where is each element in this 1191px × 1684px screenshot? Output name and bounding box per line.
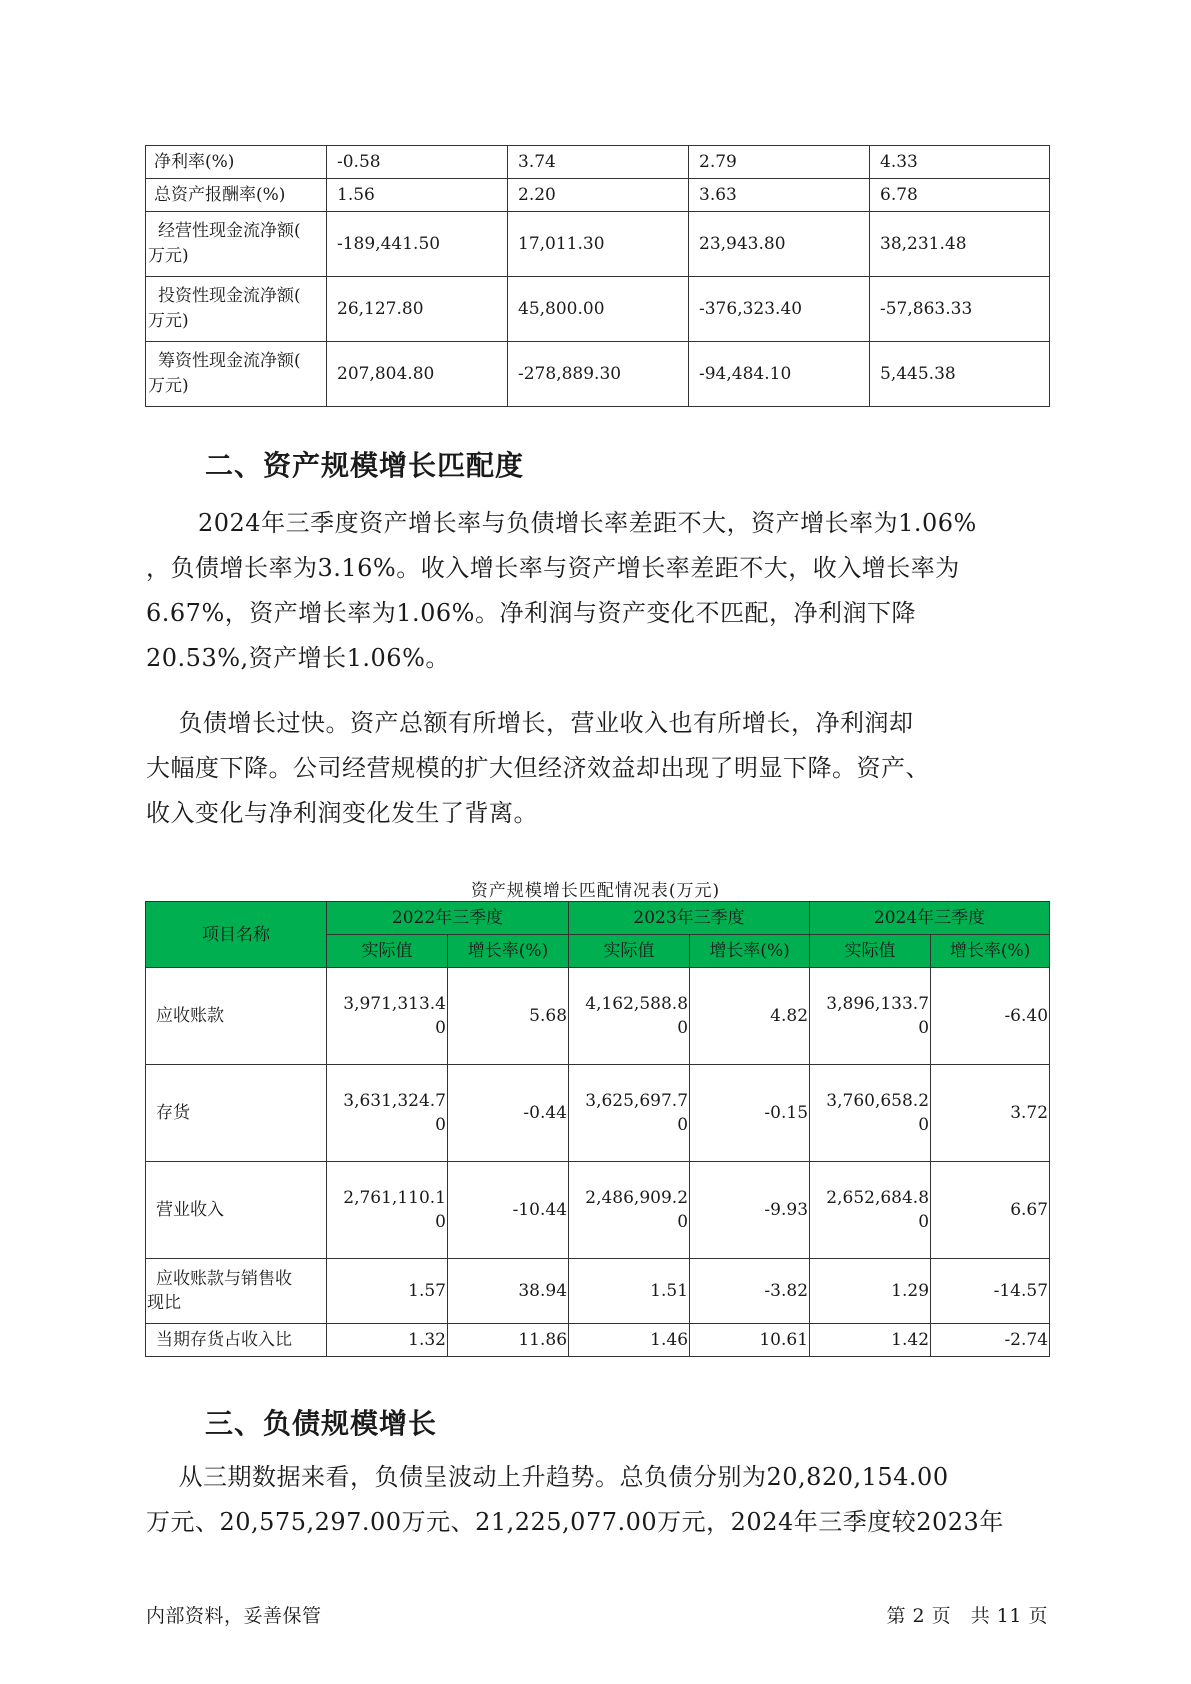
table-cell: 6.67 [931, 1162, 1050, 1259]
table-cell: 1.46 [569, 1324, 690, 1357]
table-header-row [146, 902, 1050, 935]
row-label: 当期存货占收入比 [146, 1324, 327, 1357]
table-cell: 1.51 [569, 1259, 690, 1324]
cell-line: 0 [435, 1212, 446, 1232]
column-header-actual: 实际值 [569, 935, 690, 968]
column-header-actual: 实际值 [327, 935, 448, 968]
cell-line: 0 [918, 1115, 930, 1135]
table-cell: -278,889.30 [508, 342, 689, 407]
cell-line: 2,761,110.1 [343, 1188, 446, 1208]
table-cell [810, 1065, 931, 1162]
table-cell: -376,323.40 [689, 277, 870, 342]
table-cell: -10.44 [448, 1162, 569, 1259]
table-cell: -189,441.50 [327, 212, 508, 277]
page-number: 第 2 页 共 11 页 [886, 1605, 1048, 1627]
table-cell: 207,804.80 [327, 342, 508, 407]
row-label: 应收账款 [146, 968, 327, 1065]
paragraph-line: 负债增长过快。资产总额有所增长，营业收入也有所增长，净利润却 [146, 709, 914, 737]
table-row [146, 212, 1050, 277]
cell-line: 0 [918, 1212, 930, 1232]
row-label-line: 万元) [148, 311, 189, 331]
cell-line: 3,760,658.2 [826, 1091, 930, 1111]
table-cell [327, 1162, 448, 1259]
table-cell: 11.86 [448, 1324, 569, 1357]
row-label [146, 1259, 327, 1324]
table-cell: 38,231.48 [870, 212, 1050, 277]
table-cell: 1.29 [810, 1259, 931, 1324]
footer-left: 内部资料，妥善保管 [146, 1605, 322, 1627]
table-cell: 3.72 [931, 1065, 1050, 1162]
paragraph [146, 701, 1056, 836]
cell-line: 0 [677, 1212, 689, 1232]
table-cell: -0.15 [690, 1065, 810, 1162]
table-cell: 3.63 [689, 179, 870, 212]
paragraph-line: 万元、20,575,297.00万元、21,225,077.00万元，2024年三季度较2023年 [146, 1508, 1004, 1536]
row-label-line: 现比 [147, 1293, 181, 1313]
table-cell: -94,484.10 [689, 342, 870, 407]
table-cell: -9.93 [690, 1162, 810, 1259]
row-label-line: 筹资性现金流净额( [158, 351, 301, 371]
table-caption: 资产规模增长匹配情况表(万元) [470, 881, 721, 901]
table-cell [810, 1162, 931, 1259]
cell-line: 0 [677, 1115, 689, 1135]
row-label [146, 342, 327, 407]
table-row [146, 146, 1050, 179]
asset-growth-table [145, 901, 1050, 1357]
cell-line: 2,486,909.2 [585, 1188, 689, 1208]
cell-line: 2,652,684.8 [826, 1188, 930, 1208]
paragraph [146, 1455, 1056, 1545]
cell-line: 0 [435, 1115, 446, 1135]
cell-line: 3,896,133.7 [826, 994, 930, 1014]
row-label: 存货 [146, 1065, 327, 1162]
paragraph-line: ，负债增长率为3.16%。收入增长率与资产增长率差距不大，收入增长率为 [146, 554, 960, 582]
cell-line: 4,162,588.8 [585, 994, 689, 1014]
table-cell: -14.57 [931, 1259, 1050, 1324]
table-cell [810, 968, 931, 1065]
table-row [146, 1259, 1050, 1324]
paragraph [146, 501, 1056, 681]
table-cell: -57,863.33 [870, 277, 1050, 342]
table-cell: -0.44 [448, 1065, 569, 1162]
table-cell: 1.32 [327, 1324, 448, 1357]
table-row [146, 342, 1050, 407]
column-header-growth: 增长率(%) [931, 935, 1050, 968]
column-header-item: 项目名称 [146, 902, 327, 968]
row-label [146, 212, 327, 277]
table-cell: 1.42 [810, 1324, 931, 1357]
table-cell [327, 1065, 448, 1162]
table-cell [569, 1162, 690, 1259]
row-label [146, 277, 327, 342]
paragraph-line: 大幅度下降。公司经营规模的扩大但经济效益却出现了明显下降。资产、 [146, 754, 930, 782]
table-cell [569, 1065, 690, 1162]
table-cell: 2.79 [689, 146, 870, 179]
table-cell: 45,800.00 [508, 277, 689, 342]
table-cell: 5.68 [448, 968, 569, 1065]
column-header-actual: 实际值 [810, 935, 931, 968]
row-label: 总资产报酬率(%) [146, 179, 327, 212]
table-cell: -3.82 [690, 1259, 810, 1324]
table-cell: 10.61 [690, 1324, 810, 1357]
table-cell: 6.78 [870, 179, 1050, 212]
paragraph-line: 20.53%,资产增长1.06%。 [146, 644, 450, 672]
column-header-growth: 增长率(%) [690, 935, 810, 968]
table-cell [569, 968, 690, 1065]
table-row [146, 1065, 1050, 1162]
table-cell: 4.82 [690, 968, 810, 1065]
paragraph-line: 收入变化与净利润变化发生了背离。 [146, 799, 538, 827]
row-label-line: 万元) [148, 376, 189, 396]
financial-ratios-table [145, 145, 1050, 407]
section-heading: 三、负债规模增长 [205, 1407, 438, 1440]
section-heading: 二、资产规模增长匹配度 [205, 449, 525, 482]
cell-line: 0 [677, 1018, 689, 1038]
table-cell: 38.94 [448, 1259, 569, 1324]
table-cell: 1.57 [327, 1259, 448, 1324]
table-cell: 23,943.80 [689, 212, 870, 277]
table-row [146, 179, 1050, 212]
paragraph-line: 从三期数据来看，负债呈波动上升趋势。总负债分别为20,820,154.00 [146, 1463, 949, 1491]
cell-line: 0 [435, 1018, 446, 1038]
table-row [146, 968, 1050, 1065]
column-header-period: 2022年三季度 [327, 902, 569, 935]
column-header-growth: 增长率(%) [448, 935, 569, 968]
table-cell: 17,011.30 [508, 212, 689, 277]
table-cell: -0.58 [327, 146, 508, 179]
row-label-line: 经营性现金流净额( [158, 221, 301, 241]
column-header-period: 2024年三季度 [810, 902, 1050, 935]
table-row [146, 1324, 1050, 1357]
paragraph-line: 6.67%，资产增长率为1.06%。净利润与资产变化不匹配，净利润下降 [146, 599, 916, 627]
table-cell: 3.74 [508, 146, 689, 179]
column-header-period: 2023年三季度 [569, 902, 810, 935]
table-cell: -6.40 [931, 968, 1050, 1065]
cell-line: 3,625,697.7 [585, 1091, 689, 1111]
table-cell: 26,127.80 [327, 277, 508, 342]
row-label: 营业收入 [146, 1162, 327, 1259]
row-label-line: 万元) [148, 246, 189, 266]
table-cell: 2.20 [508, 179, 689, 212]
table-row [146, 277, 1050, 342]
paragraph-line: 2024年三季度资产增长率与负债增长率差距不大，资产增长率为1.06% [198, 509, 977, 537]
row-label-line: 应收账款与销售收 [156, 1269, 292, 1289]
cell-line: 0 [918, 1018, 930, 1038]
table-cell: 5,445.38 [870, 342, 1050, 407]
cell-line: 3,971,313.4 [343, 994, 446, 1014]
table-cell [327, 968, 448, 1065]
row-label-line: 投资性现金流净额( [158, 286, 301, 306]
table-cell: 4.33 [870, 146, 1050, 179]
table-cell: -2.74 [931, 1324, 1050, 1357]
cell-line: 3,631,324.7 [343, 1091, 446, 1111]
table-row [146, 1162, 1050, 1259]
row-label: 净利率(%) [146, 146, 327, 179]
table-cell: 1.56 [327, 179, 508, 212]
